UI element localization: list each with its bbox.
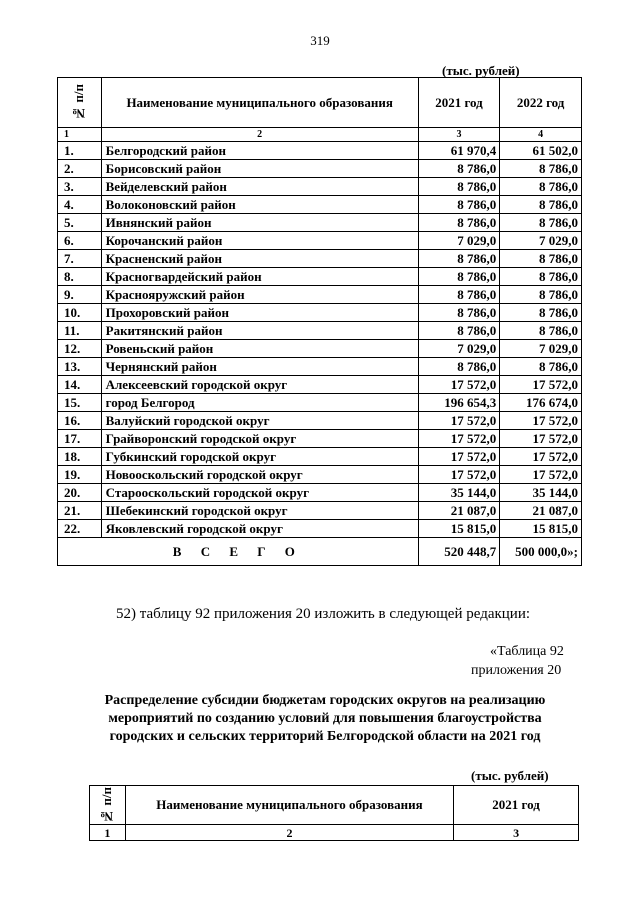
- table-row: [58, 484, 582, 502]
- row-num: 2.: [58, 160, 102, 178]
- table-row: [58, 394, 582, 412]
- table-title: Распределение субсидии бюджетам городских округов на реализацию мероприятий по созданию условий для повышения благоустройства городских и сельских территорий Белгородской области на 2021 год: [104, 693, 546, 744]
- row-value-2022: 8 786,0: [500, 250, 582, 268]
- row-num: 18.: [58, 448, 102, 466]
- table-row: [58, 160, 582, 178]
- table-row: [58, 430, 582, 448]
- row-num: 4.: [58, 196, 102, 214]
- table-row: [58, 286, 582, 304]
- row-value-2022: 35 144,0: [500, 484, 582, 502]
- header-year-2021: 2021 год: [418, 78, 500, 128]
- row-value-2021: 8 786,0: [418, 196, 500, 214]
- t2-column-index-row: [90, 825, 579, 841]
- table-row: [58, 304, 582, 322]
- row-value-2021: 8 786,0: [418, 322, 500, 340]
- row-num: 10.: [58, 304, 102, 322]
- row-name: Красненский район: [101, 250, 418, 268]
- row-name: Корочанский район: [101, 232, 418, 250]
- row-value-2021: 8 786,0: [418, 286, 500, 304]
- row-name: Вейделевский район: [101, 178, 418, 196]
- row-value-2021: 61 970,4: [418, 142, 500, 160]
- row-value-2022: 17 572,0: [500, 466, 582, 484]
- row-value-2021: 8 786,0: [418, 214, 500, 232]
- row-value-2021: 8 786,0: [418, 268, 500, 286]
- table-row: [58, 322, 582, 340]
- row-name: Ракитянский район: [101, 322, 418, 340]
- row-value-2022: 17 572,0: [500, 448, 582, 466]
- table-row: [58, 358, 582, 376]
- row-value-2021: 17 572,0: [418, 412, 500, 430]
- total-row: [58, 538, 582, 566]
- row-num: 9.: [58, 286, 102, 304]
- amendment-text: 52) таблицу 92 приложения 20 изложить в следующей редакции:: [116, 606, 531, 622]
- col-index: 3: [418, 128, 500, 142]
- row-name: Борисовский район: [101, 160, 418, 178]
- row-value-2021: 8 786,0: [418, 358, 500, 376]
- row-value-2021: 196 654,3: [418, 394, 500, 412]
- t2-header-name: Наименование муниципального образования: [125, 786, 453, 825]
- row-num: 16.: [58, 412, 102, 430]
- row-value-2022: 8 786,0: [500, 286, 582, 304]
- row-value-2022: 7 029,0: [500, 340, 582, 358]
- table-row: [58, 196, 582, 214]
- row-num: 12.: [58, 340, 102, 358]
- table-header-row: [58, 78, 582, 128]
- t2-header-num: № п/п: [90, 786, 126, 825]
- row-value-2022: 15 815,0: [500, 520, 582, 538]
- table-row: [58, 268, 582, 286]
- header-name: Наименование муниципального образования: [101, 78, 418, 128]
- row-value-2021: 8 786,0: [418, 178, 500, 196]
- table-row: [58, 250, 582, 268]
- t2-col-index: 2: [125, 825, 453, 841]
- row-value-2021: 8 786,0: [418, 304, 500, 322]
- row-value-2022: 8 786,0: [500, 304, 582, 322]
- table-row: [58, 412, 582, 430]
- row-value-2022: 61 502,0: [500, 142, 582, 160]
- table-row: [58, 520, 582, 538]
- row-value-2022: 8 786,0: [500, 178, 582, 196]
- row-num: 15.: [58, 394, 102, 412]
- page-number: 319: [310, 33, 330, 48]
- table-row: [58, 340, 582, 358]
- row-num: 7.: [58, 250, 102, 268]
- row-value-2021: 17 572,0: [418, 448, 500, 466]
- table-row: [58, 448, 582, 466]
- t2-col-index: 3: [454, 825, 579, 841]
- row-value-2022: 8 786,0: [500, 196, 582, 214]
- row-name: Шебекинский городской округ: [101, 502, 418, 520]
- col-index: 4: [500, 128, 582, 142]
- row-name: Белгородский район: [101, 142, 418, 160]
- row-num: 1.: [58, 142, 102, 160]
- total-2021: 520 448,7: [418, 538, 500, 566]
- row-name: Ивнянский район: [101, 214, 418, 232]
- table-row: [58, 466, 582, 484]
- table-ref-line2: приложения 20: [471, 663, 562, 678]
- subsidy-table-2: [89, 785, 579, 841]
- table2-header-row: [90, 786, 579, 825]
- row-num: 21.: [58, 502, 102, 520]
- row-value-2022: 176 674,0: [500, 394, 582, 412]
- row-value-2022: 7 029,0: [500, 232, 582, 250]
- table-row: [58, 232, 582, 250]
- table-row: [58, 214, 582, 232]
- row-name: город Белгород: [101, 394, 418, 412]
- total-2022: 500 000,0»;: [500, 538, 582, 566]
- row-num: 6.: [58, 232, 102, 250]
- row-value-2021: 17 572,0: [418, 430, 500, 448]
- row-num: 14.: [58, 376, 102, 394]
- row-name: Новооскольский городской округ: [101, 466, 418, 484]
- row-value-2022: 8 786,0: [500, 322, 582, 340]
- row-num: 8.: [58, 268, 102, 286]
- row-value-2022: 21 087,0: [500, 502, 582, 520]
- column-index-row: [58, 128, 582, 142]
- col-index: 1: [58, 128, 102, 142]
- table-row: [58, 502, 582, 520]
- row-value-2021: 17 572,0: [418, 466, 500, 484]
- row-value-2021: 21 087,0: [418, 502, 500, 520]
- row-name: Валуйский городской округ: [101, 412, 418, 430]
- row-value-2022: 8 786,0: [500, 358, 582, 376]
- table-ref-line1: «Таблица 92: [490, 644, 564, 659]
- table-row: [58, 376, 582, 394]
- row-value-2022: 8 786,0: [500, 160, 582, 178]
- row-value-2022: 17 572,0: [500, 430, 582, 448]
- row-num: 3.: [58, 178, 102, 196]
- header-num: № п/п: [58, 78, 102, 128]
- row-name: Старооскольский городской округ: [101, 484, 418, 502]
- col-index: 2: [101, 128, 418, 142]
- table-row: [58, 142, 582, 160]
- row-num: 19.: [58, 466, 102, 484]
- row-value-2021: 8 786,0: [418, 160, 500, 178]
- row-name: Прохоровский район: [101, 304, 418, 322]
- row-value-2022: 17 572,0: [500, 412, 582, 430]
- row-num: 11.: [58, 322, 102, 340]
- row-value-2022: 8 786,0: [500, 268, 582, 286]
- row-name: Алексеевский городской округ: [101, 376, 418, 394]
- units-label-2: (тыс. рублей): [471, 768, 549, 783]
- row-name: Грайворонский городской округ: [101, 430, 418, 448]
- t2-col-index: 1: [90, 825, 126, 841]
- row-name: Яковлевский городской округ: [101, 520, 418, 538]
- row-name: Краснояружский район: [101, 286, 418, 304]
- total-label: В С Е Г О: [58, 538, 419, 566]
- header-year-2022: 2022 год: [500, 78, 582, 128]
- subsidy-table-1: [57, 77, 582, 566]
- row-num: 5.: [58, 214, 102, 232]
- row-name: Чернянский район: [101, 358, 418, 376]
- table-row: [58, 178, 582, 196]
- t2-header-year-2021: 2021 год: [454, 786, 579, 825]
- row-name: Ровеньский район: [101, 340, 418, 358]
- row-name: Губкинский городской округ: [101, 448, 418, 466]
- row-num: 22.: [58, 520, 102, 538]
- units-label: (тыс. рублей): [442, 63, 520, 78]
- row-num: 13.: [58, 358, 102, 376]
- row-num: 20.: [58, 484, 102, 502]
- row-value-2021: 7 029,0: [418, 232, 500, 250]
- row-value-2022: 8 786,0: [500, 214, 582, 232]
- row-value-2021: 35 144,0: [418, 484, 500, 502]
- row-value-2021: 8 786,0: [418, 250, 500, 268]
- row-value-2021: 17 572,0: [418, 376, 500, 394]
- row-num: 17.: [58, 430, 102, 448]
- row-value-2022: 17 572,0: [500, 376, 582, 394]
- row-value-2021: 15 815,0: [418, 520, 500, 538]
- row-name: Волоконовский район: [101, 196, 418, 214]
- row-name: Красногвардейский район: [101, 268, 418, 286]
- row-value-2021: 7 029,0: [418, 340, 500, 358]
